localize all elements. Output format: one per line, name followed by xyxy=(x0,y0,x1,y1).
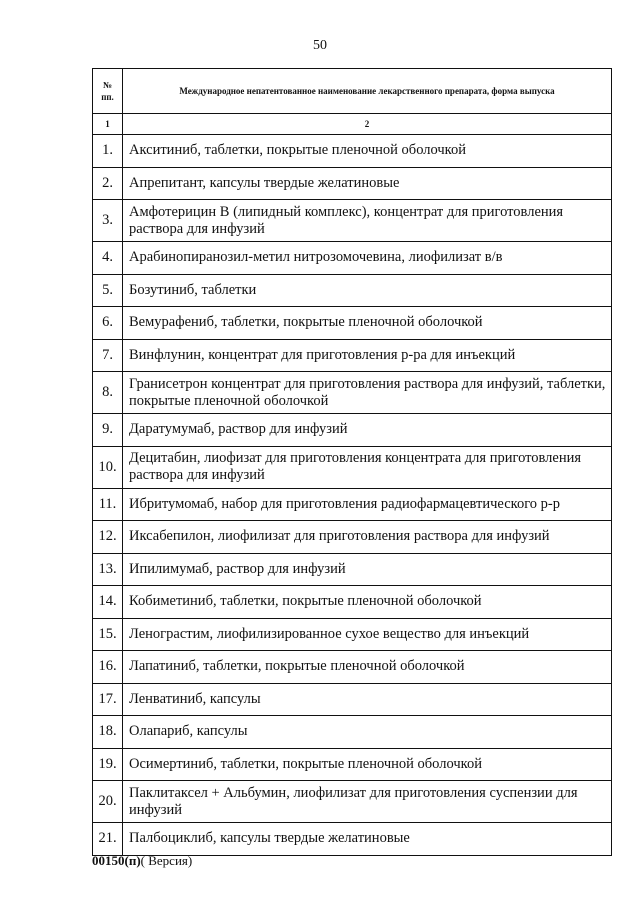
row-number: 10. xyxy=(93,446,123,488)
row-number: 14. xyxy=(93,586,123,619)
column-index-2: 2 xyxy=(123,114,612,135)
drug-table xyxy=(92,68,612,856)
table-row xyxy=(93,414,612,447)
drug-name: Гранисетрон концентрат для приготовления раствора для инфузий, таблетки, покрытые пленочной оболочкой xyxy=(123,372,612,414)
drug-name: Иксабепилон, лиофилизат для приготовления раствора для инфузий xyxy=(123,521,612,554)
header-number-symbol: № xyxy=(102,80,113,90)
table-row xyxy=(93,167,612,200)
drug-name: Акситиниб, таблетки, покрытые пленочной оболочкой xyxy=(123,135,612,168)
row-number: 17. xyxy=(93,683,123,716)
header-number-abbrev: пп. xyxy=(101,92,114,102)
table-header-row xyxy=(93,69,612,114)
drug-name: Ленватиниб, капсулы xyxy=(123,683,612,716)
drug-name: Палбоциклиб, капсулы твердые желатиновые xyxy=(123,823,612,856)
table-row xyxy=(93,781,612,823)
drug-name: Апрепитант, капсулы твердые желатиновые xyxy=(123,167,612,200)
table-row xyxy=(93,683,612,716)
row-number: 13. xyxy=(93,553,123,586)
row-number: 8. xyxy=(93,372,123,414)
header-number-column xyxy=(93,69,123,114)
drug-name: Арабинопиранозил-метил нитрозомочевина, лиофилизат в/в xyxy=(123,242,612,275)
drug-name: Кобиметиниб, таблетки, покрытые пленочной оболочкой xyxy=(123,586,612,619)
column-index-row xyxy=(93,114,612,135)
table-row xyxy=(93,748,612,781)
table-row xyxy=(93,488,612,521)
row-number: 21. xyxy=(93,823,123,856)
drug-name: Лапатиниб, таблетки, покрытые пленочной оболочкой xyxy=(123,651,612,684)
table-row xyxy=(93,339,612,372)
table-row xyxy=(93,372,612,414)
column-index-1: 1 xyxy=(93,114,123,135)
document-code: 00150(п) xyxy=(92,853,141,868)
row-number: 9. xyxy=(93,414,123,447)
table-row xyxy=(93,586,612,619)
drug-name: Бозутиниб, таблетки xyxy=(123,274,612,307)
row-number: 4. xyxy=(93,242,123,275)
table-row xyxy=(93,651,612,684)
drug-name: Олапариб, капсулы xyxy=(123,716,612,749)
header-title-column: Международное непатентованное наименование лекарственного препарата, форма выпуска xyxy=(123,69,612,114)
table-row xyxy=(93,242,612,275)
row-number: 15. xyxy=(93,618,123,651)
drug-name: Ибритумомаб, набор для приготовления радиофармацевтического р-р xyxy=(123,488,612,521)
row-number: 11. xyxy=(93,488,123,521)
document-version: ( Версия) xyxy=(140,853,193,868)
drug-name: Амфотерицин В (липидный комплекс), концентрат для приготовления раствора для инфузий xyxy=(123,200,612,242)
drug-name: Децитабин, лиофизат для приготовления концентрата для приготовления раствора для инфузий xyxy=(123,446,612,488)
row-number: 20. xyxy=(93,781,123,823)
row-number: 5. xyxy=(93,274,123,307)
document-footer xyxy=(92,853,192,869)
drug-name: Ленограстим, лиофилизированное сухое вещество для инъекций xyxy=(123,618,612,651)
row-number: 7. xyxy=(93,339,123,372)
table-row xyxy=(93,446,612,488)
table-row xyxy=(93,200,612,242)
drug-name: Даратумумаб, раствор для инфузий xyxy=(123,414,612,447)
drug-name: Ипилимумаб, раствор для инфузий xyxy=(123,553,612,586)
row-number: 1. xyxy=(93,135,123,168)
row-number: 19. xyxy=(93,748,123,781)
table-row xyxy=(93,135,612,168)
table-row xyxy=(93,716,612,749)
drug-name: Паклитаксел + Альбумин, лиофилизат для приготовления суспензии для инфузий xyxy=(123,781,612,823)
row-number: 3. xyxy=(93,200,123,242)
row-number: 2. xyxy=(93,167,123,200)
table-row xyxy=(93,618,612,651)
table-row xyxy=(93,521,612,554)
row-number: 16. xyxy=(93,651,123,684)
drug-name: Винфлунин, концентрат для приготовления р-ра для инъекций xyxy=(123,339,612,372)
drug-name: Вемурафениб, таблетки, покрытые пленочной оболочкой xyxy=(123,307,612,340)
row-number: 6. xyxy=(93,307,123,340)
table-row xyxy=(93,823,612,856)
row-number: 18. xyxy=(93,716,123,749)
row-number: 12. xyxy=(93,521,123,554)
drug-name: Осимертиниб, таблетки, покрытые пленочной оболочкой xyxy=(123,748,612,781)
table-row xyxy=(93,307,612,340)
table-row xyxy=(93,274,612,307)
page-number: 50 xyxy=(313,38,327,53)
table-row xyxy=(93,553,612,586)
